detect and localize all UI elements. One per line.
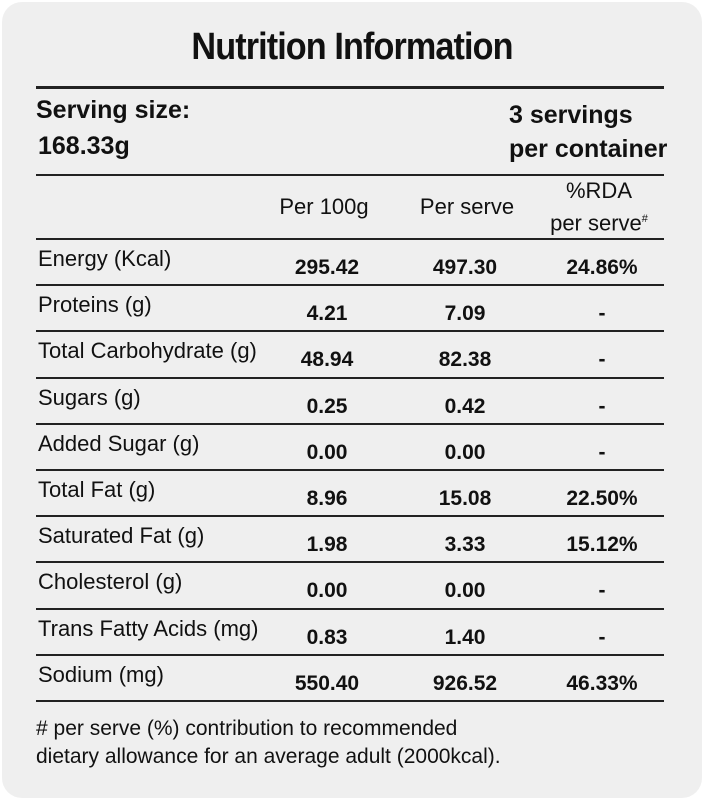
footnote: [36, 715, 656, 771]
cell-rda: -: [598, 625, 606, 649]
cell-perserve: 0.00: [444, 440, 486, 464]
serving-size-label: Serving size:: [36, 96, 191, 124]
rda-line2: per serve#: [550, 210, 648, 236]
nutrient-label: Total Fat (g): [38, 477, 156, 502]
cell-per100: 4.21: [306, 302, 348, 326]
nutrient-label: Total Carbohydrate (g): [38, 338, 257, 364]
panel-title: Nutrition Information: [191, 26, 513, 68]
servings-line1: 3 servings: [509, 101, 633, 129]
divider: [36, 174, 664, 176]
divider: [36, 238, 664, 240]
nutrient-label: Trans Fatty Acids (mg): [38, 615, 259, 641]
cell-rda: -: [598, 579, 606, 603]
divider-thick: [36, 86, 664, 89]
cell-rda: 24.86%: [566, 256, 638, 279]
cell-perserve: 497.30: [432, 256, 498, 279]
cell-per100: 0.00: [306, 440, 348, 464]
divider: [36, 284, 664, 286]
nutrient-label: Energy (Kcal): [38, 246, 172, 271]
cell-per100: 295.42: [294, 256, 360, 279]
cell-rda: -: [598, 302, 606, 326]
cell-rda: -: [598, 440, 606, 464]
divider: [36, 469, 664, 471]
nutrient-label: Sugars (g): [38, 384, 141, 410]
cell-perserve: 3.33: [444, 533, 486, 557]
cell-rda: 46.33%: [566, 671, 638, 695]
divider: [36, 330, 664, 332]
footnote-line1: # per serve (%) contribution to recommended: [36, 717, 458, 740]
cell-perserve: 7.09: [444, 302, 486, 326]
cell-per100: 1.98: [306, 533, 348, 557]
column-header-rda: [529, 177, 669, 237]
cell-perserve: 0.00: [444, 579, 486, 603]
divider: [36, 700, 664, 702]
cell-per100: 0.83: [306, 625, 348, 649]
cell-per100: 0.00: [306, 579, 348, 603]
footnote-line2: dietary allowance for an average adult (2000kcal).: [36, 745, 501, 768]
divider: [36, 515, 664, 517]
nutrition-panel: [2, 2, 702, 798]
cell-rda: 22.50%: [566, 487, 638, 510]
cell-perserve: 0.42: [444, 394, 486, 418]
cell-rda: -: [598, 348, 606, 372]
cell-rda: 15.12%: [566, 533, 638, 557]
rda-line1: %RDA: [565, 178, 632, 203]
cell-perserve: 926.52: [432, 671, 498, 695]
nutrient-label: Saturated Fat (g): [38, 523, 205, 549]
cell-perserve: 15.08: [438, 487, 492, 510]
divider: [36, 423, 664, 425]
divider: [36, 377, 664, 379]
cell-rda: -: [598, 394, 606, 418]
column-header-per100g: Per 100g: [279, 194, 369, 219]
divider: [36, 654, 664, 656]
servings-line2: per container: [509, 135, 668, 163]
cell-perserve: 1.40: [444, 625, 486, 649]
divider: [36, 561, 664, 563]
rda-footnote-mark: #: [641, 213, 648, 225]
nutrient-label: Added Sugar (g): [38, 430, 200, 456]
cell-perserve: 82.38: [438, 348, 492, 372]
nutrient-label: Proteins (g): [38, 292, 152, 318]
servings-per-container: [509, 98, 679, 166]
column-header-per-serve: Per serve: [419, 194, 515, 219]
nutrient-label: Cholesterol (g): [38, 569, 183, 595]
divider: [36, 608, 664, 610]
cell-per100: 48.94: [300, 348, 354, 372]
cell-per100: 8.96: [306, 487, 348, 510]
cell-per100: 0.25: [306, 394, 348, 418]
cell-per100: 550.40: [294, 671, 360, 695]
nutrient-label: Sodium (mg): [38, 661, 164, 687]
serving-size-value: 168.33g: [38, 132, 130, 160]
